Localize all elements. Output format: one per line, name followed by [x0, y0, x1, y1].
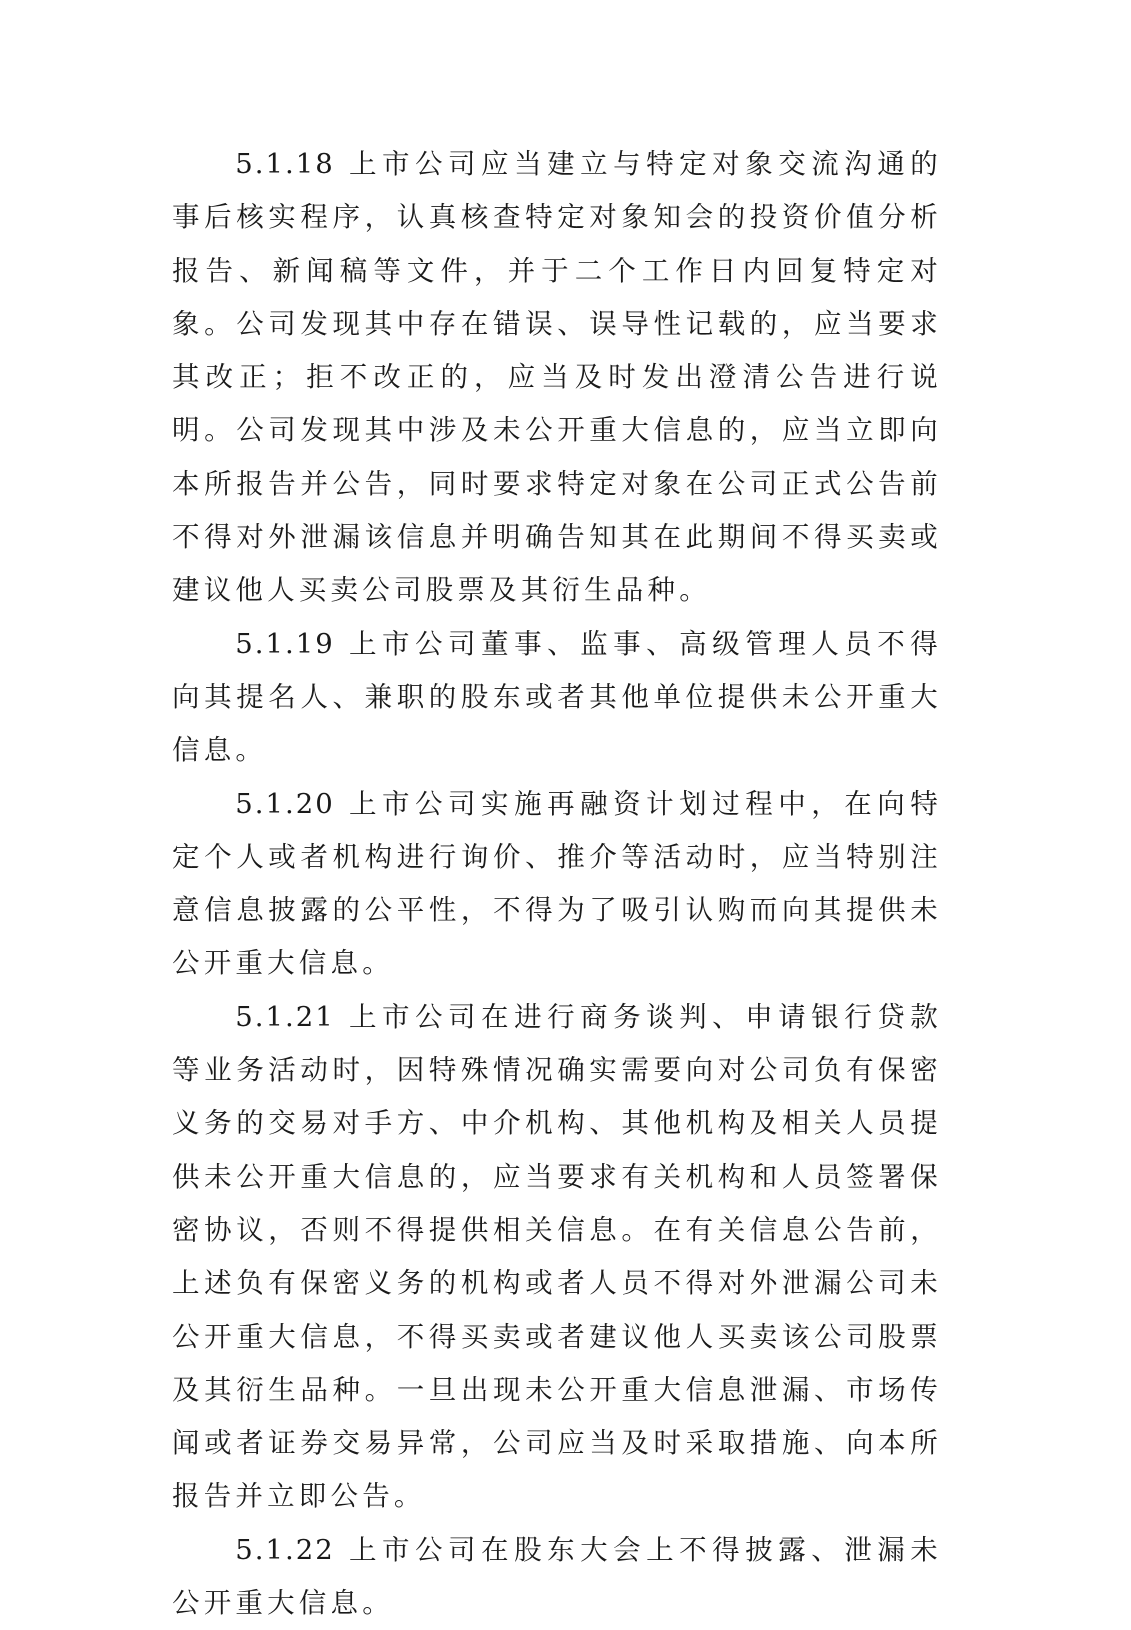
- clause-number: 5.1.21: [235, 1000, 335, 1033]
- clause-text: 上市公司董事、监事、高级管理人员不得向其提名人、兼职的股东或者其他单位提供未公开重大信息。: [172, 627, 942, 767]
- clause-number: 5.1.20: [235, 787, 335, 820]
- clause-text: 上市公司在进行商务谈判、申请银行贷款等业务活动时，因特殊情况确实需要向对公司负有保密义务的交易对手方、中介机构、其他机构及相关人员提供未公开重大信息的，应当要求有关机构和人员签署保密协议，否则不得提供相关信息。在有关信息公告前，上述负有保密义务的机构或者人员不得对外泄漏公司未公开重大信息，不得买卖或者建议他人买卖该公司股票及其衍生品种。一旦出现未公开重大信息泄漏、市场传闻或者证券交易异常，公司应当及时采取措施、向本所报告并立即公告。: [172, 1000, 942, 1513]
- clause-text: 上市公司应当建立与特定对象交流沟通的事后核实程序，认真核查特定对象知会的投资价值分析报告、新闻稿等文件，并于二个工作日内回复特定对象。公司发现其中存在错误、误导性记载的，应当要求其改正；拒不改正的，应当及时发出澄清公告进行说明。公司发现其中涉及未公开重大信息的，应当立即向本所报告并公告，同时要求特定对象在公司正式公告前不得对外泄漏该信息并明确告知其在此期间不得买卖或建议他人买卖公司股票及其衍生品种。: [172, 148, 942, 607]
- clause-5-1-19: [172, 618, 942, 778]
- clause-text: 上市公司实施再融资计划过程中，在向特定个人或者机构进行询价、推介等活动时，应当特别注意信息披露的公平性，不得为了吸引认购而向其提供未公开重大信息。: [172, 787, 942, 980]
- clause-5-1-21: [172, 991, 942, 1524]
- clause-number: 5.1.22: [235, 1533, 335, 1566]
- clause-5-1-18: [172, 138, 942, 618]
- clause-number: 5.1.19: [235, 627, 335, 660]
- clause-5-1-22: [172, 1524, 942, 1630]
- clause-number: 5.1.18: [235, 148, 335, 180]
- clause-text: 上市公司在股东大会上不得披露、泄漏未公开重大信息。: [172, 1533, 942, 1620]
- document-body: [172, 138, 942, 1630]
- clause-5-1-20: [172, 778, 942, 991]
